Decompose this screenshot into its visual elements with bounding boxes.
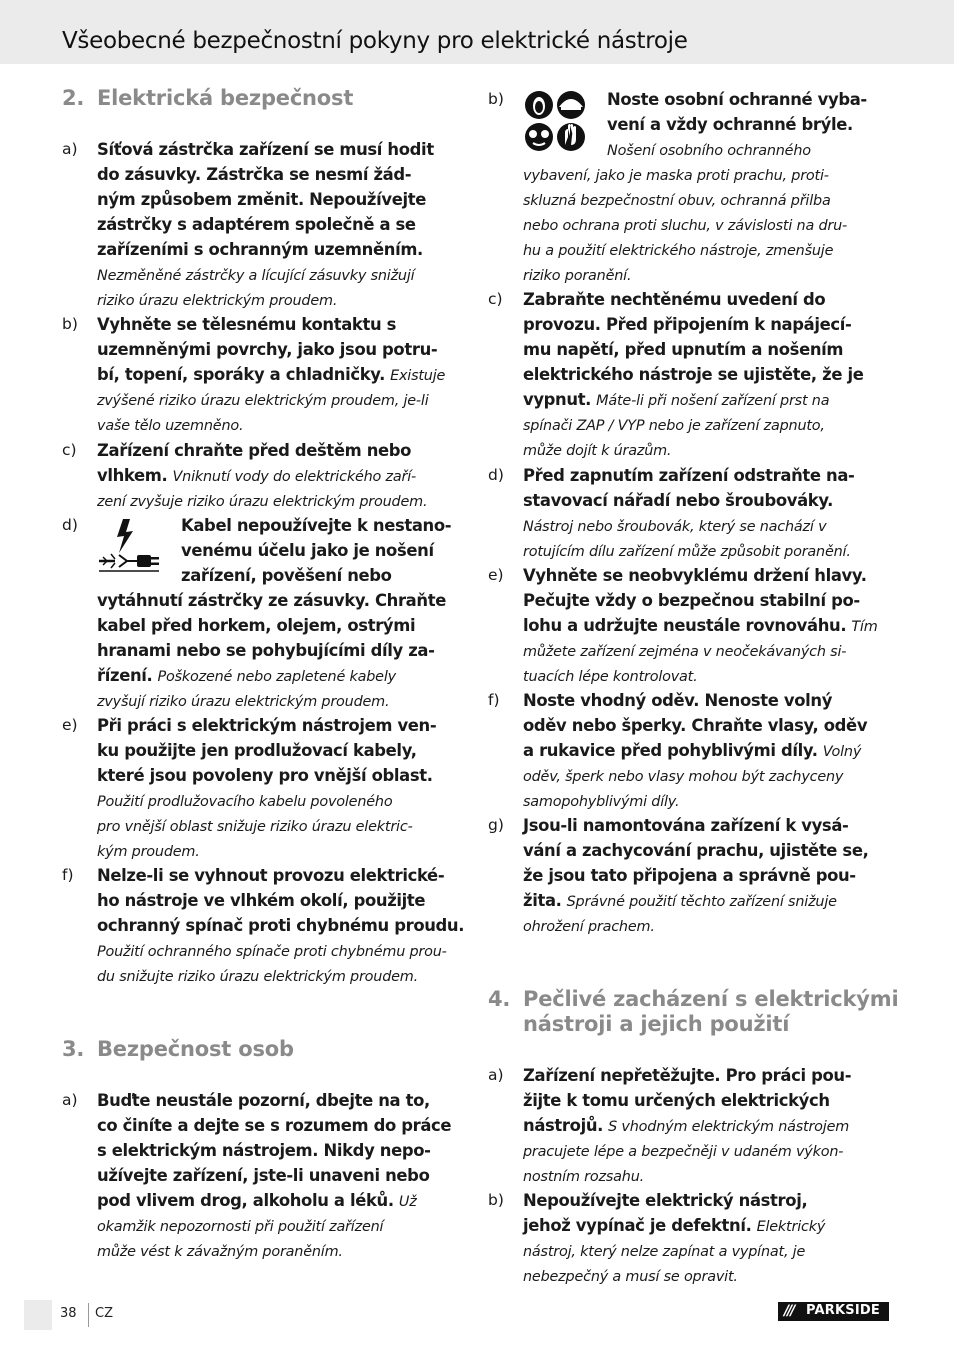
bold-text: žijte k tomu určených elektrických bbox=[523, 1091, 830, 1110]
item-body bbox=[97, 588, 464, 713]
text-line bbox=[97, 1138, 464, 1163]
bold-text: Před zapnutím zařízení odstraňte na- bbox=[523, 466, 855, 485]
italic-text: skluzná bezpečnostní obuv, ochranná přilba bbox=[523, 193, 831, 209]
item-body bbox=[97, 312, 464, 437]
italic-text: Nezměněné zástrčky a lícující zásuvky snižují bbox=[97, 268, 415, 284]
item-body bbox=[523, 463, 892, 563]
bold-text: užívejte zařízení, jste-li unaveni nebo bbox=[97, 1166, 430, 1185]
bold-text: Síťová zástrčka zařízení se musí hodit bbox=[97, 140, 434, 159]
italic-text: Použití prodlužovacího kabelu povoleného bbox=[97, 794, 393, 810]
text-line bbox=[523, 588, 892, 613]
italic-text: zvyšují riziko úrazu elektrickým proudem. bbox=[97, 694, 390, 710]
text-line bbox=[181, 513, 464, 538]
text-line bbox=[523, 287, 892, 312]
item-letter: e) bbox=[62, 716, 78, 734]
section-title-line-1: Pečlivé zacházení s elektrickými bbox=[523, 987, 899, 1011]
bold-text: jehož vypínač je defektní. bbox=[523, 1216, 752, 1235]
text-line bbox=[523, 863, 892, 888]
text-line bbox=[97, 813, 464, 838]
bold-text: s elektrickým nástrojem. Nikdy nepo- bbox=[97, 1141, 431, 1160]
italic-text: pracujete lépe a bezpečněji v udaném výkon- bbox=[523, 1144, 844, 1160]
text-line bbox=[523, 613, 892, 638]
bold-text: pod vlivem drog, alkoholu a léků. bbox=[97, 1191, 394, 1210]
italic-text: ohrožení prachem. bbox=[523, 919, 655, 935]
item-letter: e) bbox=[488, 566, 504, 584]
bold-text: ku použijte jen prodlužovací kabely, bbox=[97, 741, 417, 760]
italic-text: Nástroj nebo šroubovák, který se nachází v bbox=[523, 519, 827, 535]
text-line bbox=[523, 312, 892, 337]
item-letter: c) bbox=[62, 441, 77, 459]
bold-text: Zařízení nepřetěžujte. Pro práci pou- bbox=[523, 1066, 852, 1085]
text-line bbox=[523, 162, 892, 187]
text-line bbox=[97, 362, 464, 387]
text-line bbox=[607, 112, 892, 137]
bold-text: řízení. bbox=[97, 666, 153, 685]
bold-text: zařízení, pověšení nebo bbox=[181, 566, 392, 585]
text-line bbox=[97, 888, 464, 913]
item-letter: d) bbox=[62, 516, 78, 534]
footer-marker bbox=[24, 1300, 52, 1330]
text-line bbox=[97, 463, 464, 488]
cable-lightning-icon bbox=[97, 513, 161, 581]
italic-text: samopohyblivými díly. bbox=[523, 794, 680, 810]
section-number: 3. bbox=[62, 1037, 85, 1061]
italic-text: Poškozené nebo zapletené kabely bbox=[157, 669, 396, 685]
text-line bbox=[523, 688, 892, 713]
bold-text: bí, topení, sporáky a chladničky. bbox=[97, 365, 385, 384]
italic-text: Správné použití těchto zařízení snižuje bbox=[566, 894, 837, 910]
italic-text: Existuje bbox=[390, 368, 446, 384]
italic-text: Tím bbox=[851, 619, 878, 635]
italic-text: zení zvyšuje riziko úrazu elektrickým proudem. bbox=[97, 494, 428, 510]
text-line bbox=[97, 913, 464, 938]
item-body bbox=[97, 863, 464, 988]
section-number: 4. bbox=[488, 987, 511, 1011]
protective-equipment-icon bbox=[523, 87, 587, 155]
text-line bbox=[97, 863, 464, 888]
page-number: 38 bbox=[60, 1306, 77, 1321]
text-line bbox=[97, 613, 464, 638]
bold-text: Jsou-li namontována zařízení k vysá- bbox=[523, 816, 849, 835]
item-body bbox=[523, 287, 892, 462]
text-line bbox=[97, 337, 464, 362]
text-line bbox=[97, 1213, 464, 1238]
text-line bbox=[523, 187, 892, 212]
text-line bbox=[97, 963, 464, 988]
bold-text: do zásuvky. Zástrčka se nesmí žád- bbox=[97, 165, 412, 184]
bold-text: ho nástroje ve vlhkém okolí, použijte bbox=[97, 891, 426, 910]
italic-text: hu a použití elektrického nástroje, zmenšuje bbox=[523, 243, 834, 259]
text-line bbox=[607, 137, 892, 162]
italic-text: tuacích lépe kontrolovat. bbox=[523, 669, 698, 685]
bold-text: kabel před horkem, olejem, ostrými bbox=[97, 616, 416, 635]
text-line bbox=[523, 463, 892, 488]
text-line bbox=[523, 1138, 892, 1163]
italic-text: okamžik nepozornosti při použití zařízení bbox=[97, 1219, 384, 1235]
text-line bbox=[523, 1263, 892, 1288]
italic-text: nebo ochrana proti sluchu, v závislosti na dru- bbox=[523, 218, 848, 234]
italic-text: může dojít k úrazům. bbox=[523, 443, 672, 459]
item-body bbox=[97, 438, 464, 513]
text-line bbox=[523, 738, 892, 763]
text-line bbox=[97, 187, 464, 212]
text-line bbox=[523, 437, 892, 462]
item-body bbox=[523, 563, 892, 688]
italic-text: nebezpečný a musí se opravit. bbox=[523, 1269, 738, 1285]
text-line bbox=[523, 713, 892, 738]
text-line bbox=[523, 663, 892, 688]
text-line bbox=[97, 1113, 464, 1138]
item-letter: a) bbox=[488, 1066, 504, 1084]
italic-text: S vhodným elektrickým nástrojem bbox=[608, 1119, 850, 1135]
bold-text: vení a vždy ochranné brýle. bbox=[607, 115, 853, 134]
italic-text: du snižujte riziko úrazu elektrickým proudem. bbox=[97, 969, 418, 985]
item-letter: b) bbox=[488, 1191, 504, 1209]
bold-text: provozu. Před připojením k napájecí- bbox=[523, 315, 852, 334]
text-line bbox=[97, 312, 464, 337]
item-letter: c) bbox=[488, 290, 503, 308]
bold-text: Při práci s elektrickým nástrojem ven- bbox=[97, 716, 437, 735]
item-letter: g) bbox=[488, 816, 504, 834]
italic-text: rotujícím dílu zařízení může způsobit poranění. bbox=[523, 544, 851, 560]
text-line bbox=[523, 513, 892, 538]
item-letter: f) bbox=[488, 691, 500, 709]
item-body-beside-icon bbox=[181, 513, 464, 588]
bold-text: že jsou tato připojena a správně pou- bbox=[523, 866, 856, 885]
bold-text: Buďte neustále pozorní, dbejte na to, bbox=[97, 1091, 430, 1110]
text-line bbox=[97, 387, 464, 412]
item-body bbox=[97, 713, 464, 863]
bold-text: které jsou povoleny pro vnější oblast. bbox=[97, 766, 433, 785]
text-line bbox=[97, 237, 464, 262]
section-title-line-2: nástroji a jejich použití bbox=[523, 1012, 790, 1036]
text-line bbox=[97, 1163, 464, 1188]
bold-text: oděv nebo šperky. Chraňte vlasy, oděv bbox=[523, 716, 868, 735]
bold-text: uzemněnými povrchy, jako jsou potru- bbox=[97, 340, 438, 359]
text-line bbox=[97, 488, 464, 513]
bold-text: vytáhnutí zástrčky ze zásuvky. Chraňte bbox=[97, 591, 446, 610]
italic-text: Vniknutí vody do elektrického zaří- bbox=[172, 469, 416, 485]
bold-text: elektrického nástroje se ujistěte, že je bbox=[523, 365, 864, 384]
text-line bbox=[97, 137, 464, 162]
text-line bbox=[97, 713, 464, 738]
text-line bbox=[97, 638, 464, 663]
text-line bbox=[97, 212, 464, 237]
text-line bbox=[523, 563, 892, 588]
bold-text: Noste vhodný oděv. Nenoste volný bbox=[523, 691, 833, 710]
text-line bbox=[97, 688, 464, 713]
italic-text: spínači ZAP / VYP nebo je zařízení zapnuto, bbox=[523, 418, 825, 434]
section-number: 2. bbox=[62, 86, 85, 110]
italic-text: vybavení, jako je maska proti prachu, proti- bbox=[523, 168, 829, 184]
italic-text: nostním rozsahu. bbox=[523, 1169, 644, 1185]
bold-text: Kabel nepoužívejte k nestano- bbox=[181, 516, 452, 535]
text-line bbox=[607, 87, 892, 112]
italic-text: Elektrický bbox=[756, 1219, 826, 1235]
bold-text: hranami nebo se pohybujícími díly za- bbox=[97, 641, 435, 660]
text-line bbox=[523, 1088, 892, 1113]
italic-text: můžete zařízení zejména v neočekávaných si- bbox=[523, 644, 847, 660]
logo-stripes: /// bbox=[784, 1303, 794, 1319]
italic-text: může vést k závažným poraněním. bbox=[97, 1244, 343, 1260]
italic-text: oděv, šperk nebo vlasy mohou být zachyceny bbox=[523, 769, 844, 785]
italic-text: nástroj, který nelze zapínat a vypínat, je bbox=[523, 1244, 806, 1260]
text-line bbox=[523, 488, 892, 513]
bold-text: zařízeními s ochranným uzemněním. bbox=[97, 240, 423, 259]
text-line bbox=[523, 538, 892, 563]
text-line bbox=[97, 1088, 464, 1113]
item-body-beside-icon bbox=[607, 87, 892, 162]
bold-text: vypnut. bbox=[523, 390, 592, 409]
item-body bbox=[97, 137, 464, 312]
section-title: Elektrická bezpečnost bbox=[97, 86, 354, 110]
bold-text: Pečujte vždy o bezpečnou stabilní po- bbox=[523, 591, 860, 610]
bold-text: Vyhněte se tělesnému kontaktu s bbox=[97, 315, 397, 334]
item-body bbox=[523, 688, 892, 813]
item-letter: a) bbox=[62, 1091, 78, 1109]
text-line bbox=[523, 1163, 892, 1188]
text-line bbox=[97, 588, 464, 613]
bold-text: Nepoužívejte elektrický nástroj, bbox=[523, 1191, 808, 1210]
section-title: Bezpečnost osob bbox=[97, 1037, 294, 1061]
text-line bbox=[523, 638, 892, 663]
bold-text: Zabraňte nechtěnému uvedení do bbox=[523, 290, 826, 309]
italic-text: riziko poranění. bbox=[523, 268, 632, 284]
text-line bbox=[181, 538, 464, 563]
bold-text: lohu a udržujte neustále rovnováhu. bbox=[523, 616, 847, 635]
bold-text: Vyhněte se neobvyklému držení hlavy. bbox=[523, 566, 867, 585]
text-line bbox=[523, 763, 892, 788]
text-line bbox=[97, 838, 464, 863]
text-line bbox=[97, 412, 464, 437]
footer-divider bbox=[88, 1303, 89, 1327]
item-body bbox=[523, 813, 892, 938]
text-line bbox=[523, 1063, 892, 1088]
bold-text: ochranný spínač proti chybnému proudu. bbox=[97, 916, 465, 935]
item-body bbox=[523, 162, 892, 287]
text-line bbox=[523, 1238, 892, 1263]
bold-text: Noste osobní ochranné vyba- bbox=[607, 90, 867, 109]
text-line bbox=[523, 337, 892, 362]
bold-text: vlhkem. bbox=[97, 466, 168, 485]
page-footer bbox=[24, 1300, 112, 1330]
text-line bbox=[97, 162, 464, 187]
text-line bbox=[523, 412, 892, 437]
text-line bbox=[523, 1213, 892, 1238]
bold-text: stavovací nářadí nebo šroubováky. bbox=[523, 491, 834, 510]
text-line bbox=[523, 888, 892, 913]
page-title: Všeobecné bezpečnostní pokyny pro elektrické nástroje bbox=[62, 28, 688, 54]
text-line bbox=[523, 838, 892, 863]
item-letter: d) bbox=[488, 466, 504, 484]
logo-text: PARKSIDE bbox=[806, 1303, 880, 1318]
bold-text: žita. bbox=[523, 891, 562, 910]
brand-logo bbox=[778, 1302, 889, 1321]
item-letter: f) bbox=[62, 866, 74, 884]
italic-text: Máte-li při nošení zařízení prst na bbox=[596, 393, 830, 409]
bold-text: co činíte a dejte se s rozumem do práce bbox=[97, 1116, 452, 1135]
text-line bbox=[181, 563, 464, 588]
italic-text: Volný bbox=[822, 744, 862, 760]
bold-text: venému účelu jako je nošení bbox=[181, 541, 434, 560]
text-line bbox=[97, 262, 464, 287]
italic-text: Nošení osobního ochranného bbox=[607, 143, 811, 159]
item-body bbox=[523, 1188, 892, 1288]
bold-text: Zařízení chraňte před deštěm nebo bbox=[97, 441, 412, 460]
bold-text: vání a zachycování prachu, ujistěte se, bbox=[523, 841, 869, 860]
item-body bbox=[97, 1088, 464, 1263]
text-line bbox=[97, 438, 464, 463]
text-line bbox=[97, 1188, 464, 1213]
bold-text: a rukavice před pohyblivými díly. bbox=[523, 741, 818, 760]
italic-text: vaše tělo uzemněno. bbox=[97, 418, 244, 434]
text-line bbox=[97, 287, 464, 312]
bold-text: mu napětí, před upnutím a nošením bbox=[523, 340, 844, 359]
item-body bbox=[523, 1063, 892, 1188]
text-line bbox=[523, 788, 892, 813]
italic-text: riziko úrazu elektrickým proudem. bbox=[97, 293, 338, 309]
bold-text: Nelze-li se vyhnout provozu elektrické- bbox=[97, 866, 445, 885]
text-line bbox=[523, 262, 892, 287]
text-line bbox=[97, 1238, 464, 1263]
text-line bbox=[523, 913, 892, 938]
item-letter: b) bbox=[62, 315, 78, 333]
italic-text: zvýšené riziko úrazu elektrickým proudem, je-li bbox=[97, 393, 429, 409]
text-line bbox=[97, 788, 464, 813]
text-line bbox=[523, 1188, 892, 1213]
italic-text: Už bbox=[398, 1194, 417, 1210]
language-code: CZ bbox=[95, 1306, 113, 1321]
text-line bbox=[523, 387, 892, 412]
bold-text: nástrojů. bbox=[523, 1116, 604, 1135]
text-line bbox=[97, 763, 464, 788]
text-line bbox=[97, 663, 464, 688]
text-line bbox=[523, 813, 892, 838]
italic-text: pro vnější oblast snižuje riziko úrazu elektric- bbox=[97, 819, 413, 835]
text-line bbox=[523, 1113, 892, 1138]
text-line bbox=[97, 938, 464, 963]
text-line bbox=[97, 738, 464, 763]
italic-text: kým proudem. bbox=[97, 844, 200, 860]
item-letter: b) bbox=[488, 90, 504, 108]
bold-text: ným způsobem změnit. Nepoužívejte bbox=[97, 190, 426, 209]
bold-text: zástrčky s adaptérem společně a se bbox=[97, 215, 416, 234]
text-line bbox=[523, 362, 892, 387]
text-line bbox=[523, 237, 892, 262]
text-line bbox=[523, 212, 892, 237]
italic-text: Použití ochranného spínače proti chybnému prou- bbox=[97, 944, 447, 960]
item-letter: a) bbox=[62, 140, 78, 158]
